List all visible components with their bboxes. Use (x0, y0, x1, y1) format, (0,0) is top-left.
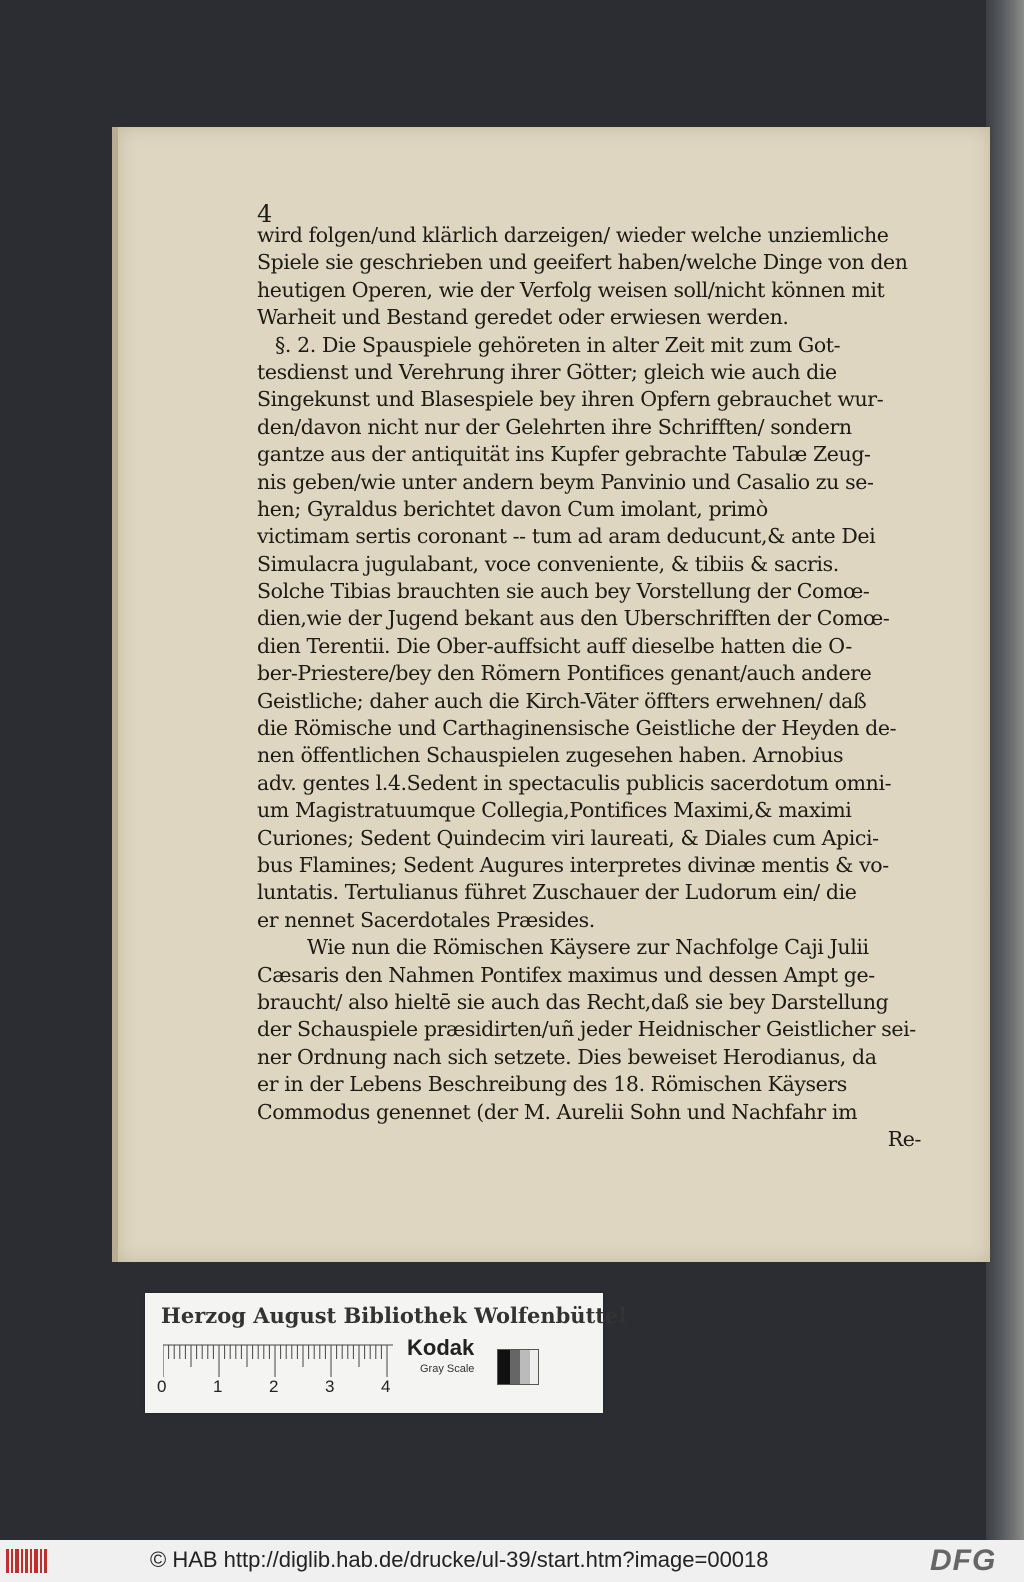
text-line: die Römische und Carthaginensische Geistliche der Heyden de- (257, 716, 897, 741)
copyright-url[interactable]: © HAB http://diglib.hab.de/drucke/ul-39/start.htm?image=00018 (150, 1547, 769, 1572)
page-text (257, 222, 921, 1153)
text-line: Simulacra jugulabant, voce conveniente, & tibiis & sacris. (257, 551, 839, 576)
institution-label: Herzog August Bibliothek Wolfenbüttel (161, 1303, 627, 1328)
kodak-logo: Kodak (407, 1335, 475, 1360)
color-target-card (145, 1293, 627, 1413)
text-line: tesdienst und Verehrung ihrer Götter; gleich wie auch die (257, 359, 837, 384)
ruler-number: 3 (325, 1377, 335, 1396)
text-line: Curiones; Sedent Quindecim viri laureati, & Diales cum Apici- (257, 825, 879, 850)
adjacent-page-edge (986, 0, 1024, 1540)
catchword: Re- (887, 1126, 921, 1151)
text-line: adv. gentes l.4.Sedent in spectaculis publicis sacerdotum omni- (257, 770, 892, 795)
footer-bar (0, 1540, 1024, 1582)
page-number: 4 (257, 200, 273, 228)
text-line: heutigen Operen, wie der Verfolg weisen soll/nicht können mit (257, 277, 885, 302)
text-line: dien,wie der Jugend bekant aus den Uberschrifften der Comœ- (257, 606, 890, 631)
text-line: um Magistratuumque Collegia,Pontifices Maximi,& maximi (257, 798, 852, 823)
text-line: Commodus genennet (der M. Aurelii Sohn und Nachfahr im (257, 1099, 858, 1124)
text-line: Singekunst und Blasespiele bey ihren Opfern gebrauchet wur- (257, 387, 884, 412)
ruler-number: 2 (269, 1377, 279, 1396)
text-line: wird folgen/und klärlich darzeigen/ wieder welche unziemliche (257, 223, 889, 247)
gray-scale-label: Gray Scale (420, 1363, 475, 1375)
text-line: Spiele sie geschrieben und geeifert haben/welche Dinge von den (257, 250, 908, 275)
ruler-number: 4 (381, 1377, 391, 1396)
text-line: er nennet Sacerdotales Præsides. (257, 907, 595, 932)
ruler-number: 0 (157, 1377, 167, 1396)
text-line: den/davon nicht nur der Gelehrten ihre Schrifften/ sondern (257, 414, 852, 439)
text-line: victimam sertis coronant -- tum ad aram deducunt,& ante Dei (257, 524, 876, 549)
gray-scale-patch (497, 1349, 539, 1385)
ruler-number: 1 (213, 1377, 223, 1396)
text-line: Solche Tibias brauchten sie auch bey Vorstellung der Comœ- (257, 579, 870, 604)
text-line: Warheit und Bestand geredet oder erwiesen werden. (257, 305, 789, 330)
text-line: Cæsaris den Nahmen Pontifex maximus und dessen Ampt ge- (257, 962, 875, 987)
text-line: Wie nun die Römischen Käysere zur Nachfolge Caji Julii (307, 935, 869, 960)
text-line: §. 2. Die Spauspiele gehöreten in alter Zeit mit zum Got- (275, 332, 841, 357)
text-line: der Schauspiele præsidirten/uñ jeder Heidnischer Geistlicher sei- (257, 1017, 916, 1042)
text-line: ner Ordnung nach sich setzete. Dies beweiset Herodianus, da (257, 1044, 877, 1069)
hab-barcode-icon (6, 1547, 48, 1575)
text-line: nen öffentlichen Schauspielen zugesehen haben. Arnobius (257, 743, 844, 768)
text-line: er in der Lebens Beschreibung des 18. Römischen Käysers (257, 1072, 847, 1097)
text-line: hen; Gyraldus berichtet davon Cum imolant, primò (257, 496, 768, 521)
text-line: nis geben/wie unter andern beym Panvinio und Casalio zu se- (257, 469, 874, 494)
text-line: Geistliche; daher auch die Kirch-Väter öffters erwehnen/ daß (257, 688, 867, 713)
text-line: braucht/ also hieltē sie auch das Recht,daß sie bey Darstellung (257, 989, 889, 1014)
ruler-numbers (157, 1377, 397, 1401)
dfg-logo: DFG (930, 1544, 997, 1577)
text-line: bus Flamines; Sedent Augures interpretes divinæ mentis & vo- (257, 852, 889, 877)
text-line: gantze aus der antiquität ins Kupfer gebrachte Tabulæ Zeug- (257, 442, 871, 467)
ruler-icon (163, 1343, 393, 1379)
text-line: luntatis. Tertulianus führet Zuschauer der Ludorum ein/ die (257, 880, 857, 905)
text-line: dien Terentii. Die Ober-auffsicht auff dieselbe hatten die O- (257, 633, 852, 658)
text-line: ber-Priestere/bey den Römern Pontifices genant/auch andere (257, 661, 872, 686)
